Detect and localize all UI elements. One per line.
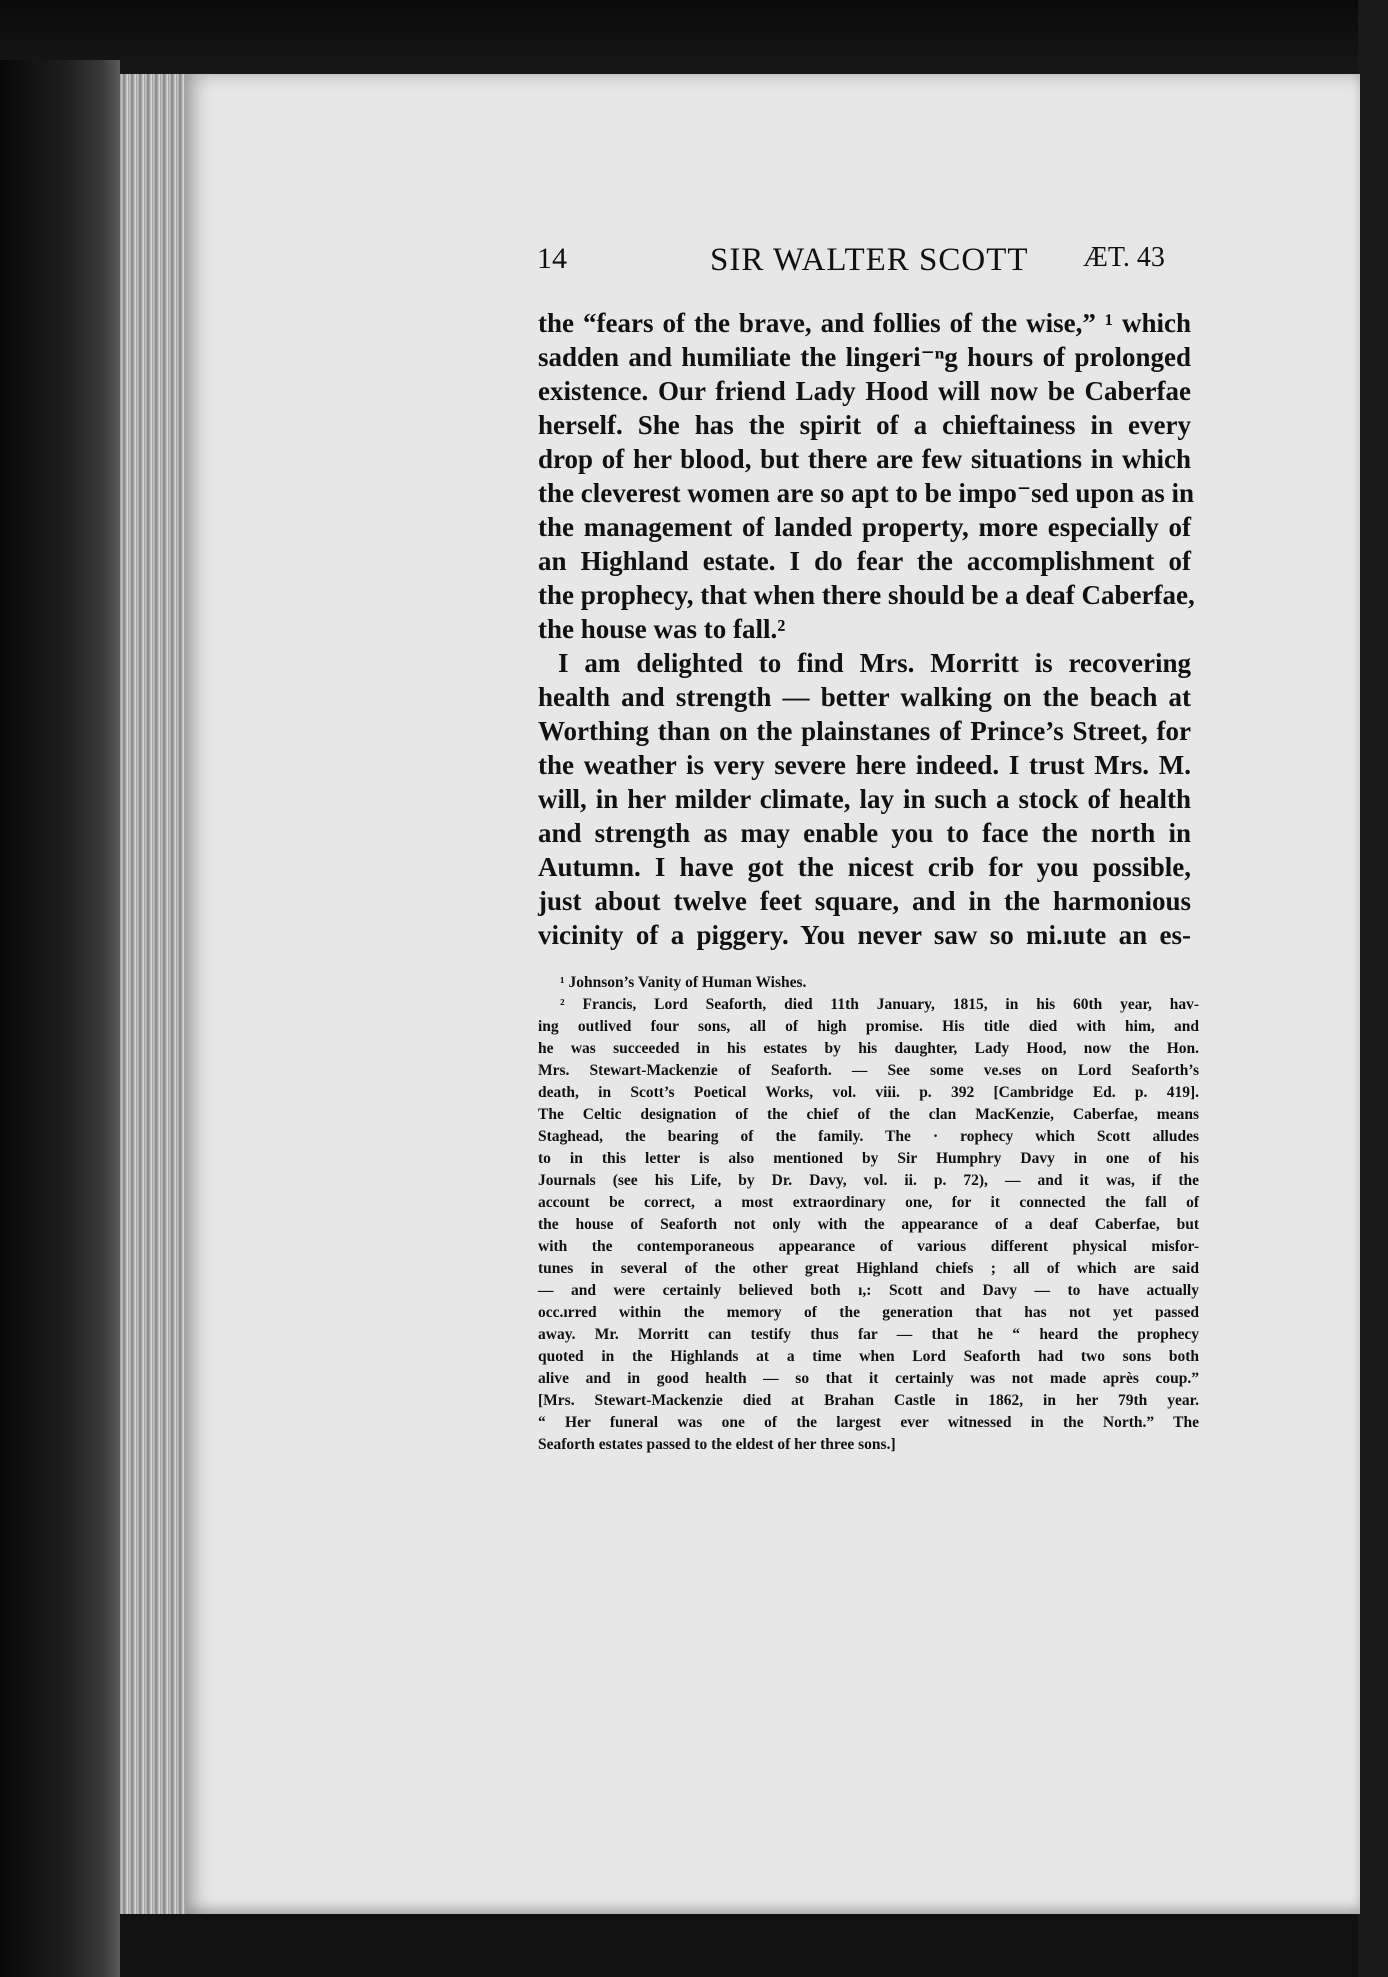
book-spine-shadow	[0, 60, 120, 1977]
page-edges	[120, 74, 190, 1914]
body-line: drop of her blood, but there are few situations in which	[538, 444, 1191, 474]
footnote-line: to in this letter is also mentioned by Sir Humphry Davy in one of his	[538, 1150, 1199, 1167]
body-line: just about twelve feet square, and in the harmonious	[538, 886, 1191, 916]
footnote-line: tunes in several of the other great Highland chiefs ; all of which are said	[538, 1260, 1199, 1277]
footnote-line: he was succeeded in his estates by his daughter, Lady Hood, now the Hon.	[538, 1040, 1199, 1057]
body-line: I am delighted to find Mrs. Morritt is recovering	[558, 648, 1191, 678]
footnote-line: with the contemporaneous appearance of various different physical misfor-	[538, 1238, 1199, 1255]
body-line: Autumn. I have got the nicest crib for you possible,	[538, 852, 1191, 882]
footnote-line: Journals (see his Life, by Dr. Davy, vol. ii. p. 72), — and it was, if the	[538, 1172, 1199, 1189]
footnote-line: alive and in good health — so that it certainly was not made après coup.”	[538, 1370, 1199, 1387]
body-line: health and strength — better walking on the beach at	[538, 682, 1191, 712]
footnote-line: — and were certainly believed both ı,: Scott and Davy — to have actually	[538, 1282, 1199, 1299]
running-age: ÆT. 43	[1083, 242, 1165, 273]
scan-right-border	[1358, 0, 1388, 1977]
body-line: the “fears of the brave, and follies of the wise,” ¹ which	[538, 308, 1191, 338]
body-line: and strength as may enable you to face the north in	[538, 818, 1191, 848]
body-line: herself. She has the spirit of a chieftainess in every	[538, 410, 1191, 440]
footnote-line: account be correct, a most extraordinary one, for it connected the fall of	[538, 1194, 1199, 1211]
footnote-line: ² Francis, Lord Seaforth, died 11th January, 1815, in his 60th year, hav-	[560, 996, 1199, 1013]
body-line: Worthing than on the plainstanes of Prince’s Street, for	[538, 716, 1191, 746]
running-title: SIR WALTER SCOTT	[710, 242, 1029, 278]
page-number: 14	[537, 242, 567, 275]
footnote-line: quoted in the Highlands at a time when Lord Seaforth had two sons both	[538, 1348, 1199, 1365]
body-line: the management of landed property, more especially of	[538, 512, 1191, 542]
running-header	[185, 242, 1360, 286]
body-line: an Highland estate. I do fear the accomplishment of	[538, 546, 1191, 576]
footnote-line: The Celtic designation of the chief of the clan MacKenzie, Caberfae, means	[538, 1106, 1199, 1123]
body-line: the house was to fall.²	[538, 614, 786, 644]
footnote-line: Mrs. Stewart-Mackenzie of Seaforth. — See some ve.ses on Lord Seaforth’s	[538, 1062, 1199, 1079]
footnote-line: the house of Seaforth not only with the appearance of a deaf Caberfae, but	[538, 1216, 1199, 1233]
footnote-line: ¹ Johnson’s Vanity of Human Wishes.	[560, 974, 807, 991]
body-line: vicinity of a piggery. You never saw so mi.ıute an es-	[538, 920, 1191, 950]
body-line: existence. Our friend Lady Hood will now be Caberfae	[538, 376, 1191, 406]
footnote-line: ing outlived four sons, all of high promise. His title died with him, and	[538, 1018, 1199, 1035]
body-line: sadden and humiliate the lingeri⁻ⁿg hours of prolonged	[538, 342, 1191, 372]
footnote-line: Staghead, the bearing of the family. The · rophecy which Scott alludes	[538, 1128, 1199, 1145]
footnote-line: [Mrs. Stewart-Mackenzie died at Brahan Castle in 1862, in her 79th year.	[538, 1392, 1199, 1409]
footnote-line: Seaforth estates passed to the eldest of her three sons.]	[538, 1436, 896, 1453]
footnote-line: occ.ırred within the memory of the generation that has not yet passed	[538, 1304, 1199, 1321]
footnote-line: “ Her funeral was one of the largest ever witnessed in the North.” The	[538, 1414, 1199, 1431]
body-line: the prophecy, that when there should be a deaf Caberfae,	[538, 580, 1195, 610]
footnote-line: away. Mr. Morritt can testify thus far — that he “ heard the prophecy	[538, 1326, 1199, 1343]
footnote-line: death, in Scott’s Poetical Works, vol. viii. p. 392 [Cambridge Ed. p. 419].	[538, 1084, 1199, 1101]
book-page	[185, 74, 1360, 1914]
body-line: will, in her milder climate, lay in such a stock of health	[538, 784, 1191, 814]
body-line: the weather is very severe here indeed. I trust Mrs. M.	[538, 750, 1191, 780]
body-line: the cleverest women are so apt to be impo⁻sed upon as in	[538, 478, 1194, 508]
